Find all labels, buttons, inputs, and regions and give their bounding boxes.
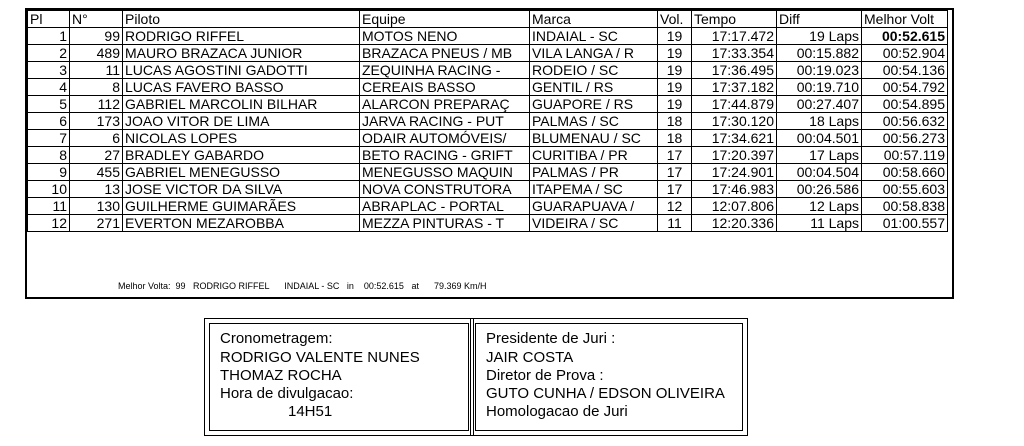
jury-homologation: Homologacao de Juri xyxy=(486,403,628,420)
cell-city: GENTIL / RS xyxy=(530,79,658,96)
cell-city: BLUMENAU / SC xyxy=(530,130,658,147)
cell-diff: 00:04.504 xyxy=(777,164,862,181)
cell-time: 17:46.983 xyxy=(692,181,777,198)
cell-best-lap: 00:54.792 xyxy=(862,79,948,96)
col-equipe: Equipe xyxy=(360,11,530,28)
cell-city: VILA LANGA / R xyxy=(530,45,658,62)
cell-team: MEZZA PINTURAS - T xyxy=(360,215,530,232)
cell-team: MOTOS NENO xyxy=(360,28,530,45)
table-row xyxy=(28,45,948,62)
cell-diff: 19 Laps xyxy=(777,28,862,45)
race-director-label: Diretor de Prova : xyxy=(486,367,604,384)
cell-time: 17:20.397 xyxy=(692,147,777,164)
timing-officials-box xyxy=(204,318,474,436)
cell-city: PALMAS / PR xyxy=(530,164,658,181)
cell-best-lap: 00:58.838 xyxy=(862,198,948,215)
col-vol: Vol. xyxy=(658,11,692,28)
cell-team: ZEQUINHA RACING - xyxy=(360,62,530,79)
race-director-names: GUTO CUNHA / EDSON OLIVEIRA xyxy=(486,385,725,402)
cell-best-lap: 00:54.895 xyxy=(862,96,948,113)
cell-laps: 19 xyxy=(658,28,692,45)
timing-label: Cronometragem: xyxy=(220,330,333,347)
cell-pilot: LUCAS FAVERO BASSO xyxy=(123,79,360,96)
col-diff: Diff xyxy=(777,11,862,28)
cell-pilot: EVERTON MEZAROBBA xyxy=(123,215,360,232)
cell-position: 9 xyxy=(28,164,70,181)
cell-position: 7 xyxy=(28,130,70,147)
cell-number: 27 xyxy=(70,147,123,164)
jury-president-name: JAIR COSTA xyxy=(486,349,574,366)
cell-diff: 00:19.710 xyxy=(777,79,862,96)
cell-time: 12:07.806 xyxy=(692,198,777,215)
cell-city: VIDEIRA / SC xyxy=(530,215,658,232)
cell-time: 12:20.336 xyxy=(692,215,777,232)
release-time-label: Hora de divulgacao: xyxy=(220,385,354,402)
cell-city: RODEIO / SC xyxy=(530,62,658,79)
cell-number: 455 xyxy=(70,164,123,181)
col-num: N° xyxy=(70,11,123,28)
table-row xyxy=(28,130,948,147)
cell-number: 271 xyxy=(70,215,123,232)
cell-pilot: MAURO BRAZACA JUNIOR xyxy=(123,45,360,62)
cell-position: 2 xyxy=(28,45,70,62)
cell-pilot: RODRIGO RIFFEL xyxy=(123,28,360,45)
cell-number: 99 xyxy=(70,28,123,45)
cell-position: 3 xyxy=(28,62,70,79)
header-row xyxy=(28,11,948,28)
cell-city: ITAPEMA / SC xyxy=(530,181,658,198)
cell-team: ABRAPLAC - PORTAL xyxy=(360,198,530,215)
cell-team: MENEGUSSO MAQUIN xyxy=(360,164,530,181)
cell-laps: 19 xyxy=(658,96,692,113)
cell-laps: 11 xyxy=(658,215,692,232)
jury-president-label: Presidente de Juri : xyxy=(486,330,616,347)
jury-officials-box xyxy=(470,318,748,436)
cell-city: GUAPORE / RS xyxy=(530,96,658,113)
cell-best-lap: 00:52.904 xyxy=(862,45,948,62)
cell-laps: 17 xyxy=(658,164,692,181)
cell-position: 12 xyxy=(28,215,70,232)
cell-best-lap: 00:56.273 xyxy=(862,130,948,147)
cell-team: BETO RACING - GRIFT xyxy=(360,147,530,164)
cell-diff: 00:04.501 xyxy=(777,130,862,147)
cell-team: CEREAIS BASSO xyxy=(360,79,530,96)
cell-team: NOVA CONSTRUTORA xyxy=(360,181,530,198)
timing-name-2: THOMAZ ROCHA xyxy=(220,367,342,384)
cell-laps: 18 xyxy=(658,130,692,147)
cell-number: 173 xyxy=(70,113,123,130)
cell-team: JARVA RACING - PUT xyxy=(360,113,530,130)
cell-diff: 18 Laps xyxy=(777,113,862,130)
cell-team: BRAZACA PNEUS / MB xyxy=(360,45,530,62)
cell-laps: 19 xyxy=(658,62,692,79)
table-row xyxy=(28,79,948,96)
cell-diff: 00:19.023 xyxy=(777,62,862,79)
table-row xyxy=(28,96,948,113)
cell-diff: 12 Laps xyxy=(777,198,862,215)
cell-best-lap: 00:57.119 xyxy=(862,147,948,164)
cell-time: 17:34.621 xyxy=(692,130,777,147)
col-pl: Pl xyxy=(28,11,70,28)
cell-city: PALMAS / SC xyxy=(530,113,658,130)
cell-diff: 11 Laps xyxy=(777,215,862,232)
cell-diff: 00:27.407 xyxy=(777,96,862,113)
cell-time: 17:37.182 xyxy=(692,79,777,96)
results-table xyxy=(27,10,948,232)
cell-laps: 17 xyxy=(658,181,692,198)
table-row xyxy=(28,215,948,232)
cell-pilot: JOSE VICTOR DA SILVA xyxy=(123,181,360,198)
cell-number: 11 xyxy=(70,62,123,79)
cell-number: 489 xyxy=(70,45,123,62)
cell-position: 8 xyxy=(28,147,70,164)
col-marca: Marca xyxy=(530,11,658,28)
cell-pilot: JOAO VITOR DE LIMA xyxy=(123,113,360,130)
cell-pilot: LUCAS AGOSTINI GADOTTI xyxy=(123,62,360,79)
table-row xyxy=(28,198,948,215)
cell-time: 17:30.120 xyxy=(692,113,777,130)
cell-time: 17:24.901 xyxy=(692,164,777,181)
cell-city: CURITIBA / PR xyxy=(530,147,658,164)
cell-best-lap: 00:56.632 xyxy=(862,113,948,130)
cell-laps: 19 xyxy=(658,45,692,62)
cell-time: 17:36.495 xyxy=(692,62,777,79)
best-lap-summary: Melhor Volta: 99 RODRIGO RIFFEL INDAIAL - SC in 00:52.615 at 79.369 Km/H xyxy=(118,281,487,291)
table-row xyxy=(28,147,948,164)
cell-best-lap: 01:00.557 xyxy=(862,215,948,232)
col-melhor: Melhor Volt xyxy=(862,11,948,28)
cell-diff: 00:15.882 xyxy=(777,45,862,62)
cell-number: 112 xyxy=(70,96,123,113)
cell-best-lap: 00:58.660 xyxy=(862,164,948,181)
cell-best-lap: 00:55.603 xyxy=(862,181,948,198)
cell-pilot: GUILHERME GUIMARÃES xyxy=(123,198,360,215)
cell-diff: 17 Laps xyxy=(777,147,862,164)
cell-position: 4 xyxy=(28,79,70,96)
cell-time: 17:44.879 xyxy=(692,96,777,113)
cell-laps: 12 xyxy=(658,198,692,215)
cell-pilot: GABRIEL MARCOLIN BILHAR xyxy=(123,96,360,113)
table-row xyxy=(28,62,948,79)
cell-number: 8 xyxy=(70,79,123,96)
col-tempo: Tempo xyxy=(692,11,777,28)
table-row xyxy=(28,113,948,130)
cell-best-lap: 00:52.615 xyxy=(862,28,948,45)
release-time-value: 14H51 xyxy=(288,403,333,420)
cell-laps: 18 xyxy=(658,113,692,130)
cell-number: 6 xyxy=(70,130,123,147)
cell-pilot: NICOLAS LOPES xyxy=(123,130,360,147)
cell-city: GUARAPUAVA / xyxy=(530,198,658,215)
cell-team: ODAIR AUTOMÓVEIS/ xyxy=(360,130,530,147)
cell-position: 5 xyxy=(28,96,70,113)
cell-time: 17:33.354 xyxy=(692,45,777,62)
cell-city: INDAIAL - SC xyxy=(530,28,658,45)
table-row xyxy=(28,164,948,181)
cell-laps: 19 xyxy=(658,79,692,96)
cell-position: 10 xyxy=(28,181,70,198)
table-row xyxy=(28,28,948,45)
cell-number: 13 xyxy=(70,181,123,198)
cell-time: 17:17.472 xyxy=(692,28,777,45)
cell-best-lap: 00:54.136 xyxy=(862,62,948,79)
cell-team: ALARCON PREPARAÇ xyxy=(360,96,530,113)
col-piloto: Piloto xyxy=(123,11,360,28)
cell-position: 1 xyxy=(28,28,70,45)
cell-number: 130 xyxy=(70,198,123,215)
cell-pilot: GABRIEL MENEGUSSO xyxy=(123,164,360,181)
cell-laps: 17 xyxy=(658,147,692,164)
timing-name-1: RODRIGO VALENTE NUNES xyxy=(220,349,420,366)
cell-diff: 00:26.586 xyxy=(777,181,862,198)
cell-position: 11 xyxy=(28,198,70,215)
cell-position: 6 xyxy=(28,113,70,130)
cell-pilot: BRADLEY GABARDO xyxy=(123,147,360,164)
table-row xyxy=(28,181,948,198)
